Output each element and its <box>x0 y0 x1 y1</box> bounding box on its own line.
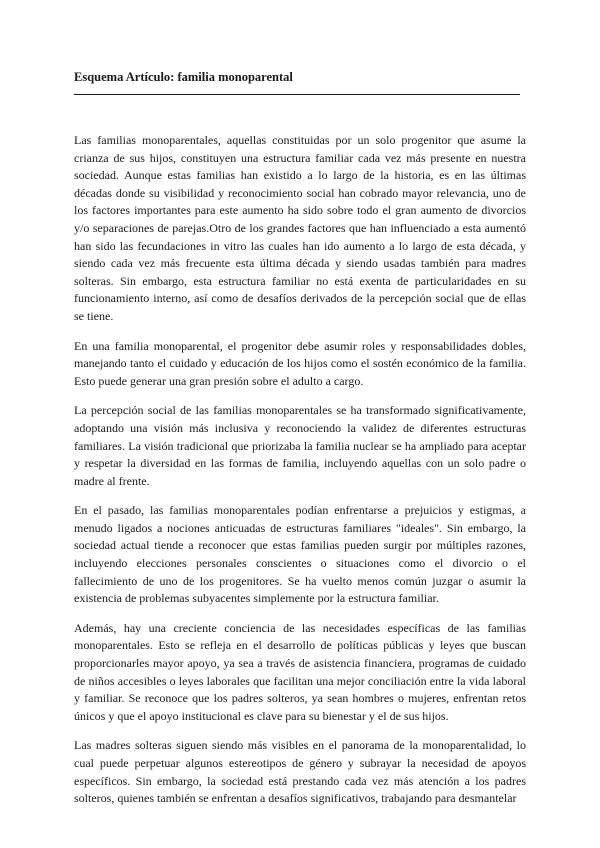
paragraph-politicas-publicas: Además, hay una creciente conciencia de las necesidades específicas de las familias monoparentales. Esto se refleja en el desarrollo de políticas públicas y leyes que buscan proporcionarles mayor apoyo, ya sea a través de asistencia financiera, programas de cuidado de niños accesibles o leyes laborales que facilitan una mejor conciliación entre la vida laboral y familiar. Se reconoce que los padres solteros, ya sean hombres o mujeres, enfrentan retos únicos y que el apoyo institucional es clave para su bienestar y el de sus hijos. <box>74 620 526 723</box>
paragraph-roles-dobles: En una familia monoparental, el progenitor debe asumir roles y responsabilidades dobles, manejando tanto el cuidado y educación de los hijos como el sostén económico de la familia. Esto puede generar una gran presión sobre el adulto a cargo. <box>74 338 526 388</box>
paragraph-prejuicios: En el pasado, las familias monoparentales podían enfrentarse a prejuicios y estigmas, a menudo ligados a nociones anticuadas de estructuras familiares "ideales". Sin embargo, la sociedad actual tiende a reconocer que estas familias pueden surgir por múltiples razones, incluyendo elecciones personales conscientes o situaciones como el divorcio o el fallecimiento de uno de los progenitores. Se ha vuelto menos común juzgar o asumir la existencia de problemas subyacentes simplemente por la estructura familiar. <box>74 503 526 606</box>
paragraph-madres-solteras: Las madres solteras siguen siendo más visibles en el panorama de la monoparentalidad, lo cual puede perpetuar algunos estereotipos de género y subrayar la necesidad de apoyos específicos. Sin embargo, la sociedad está prestando cada vez más atención a los padres solteros, quienes también se enfrentan a desafíos significativos, trabajando para desmantelar <box>74 738 526 806</box>
title-underline <box>74 94 520 95</box>
paragraph-introduccion: Las familias monoparentales, aquellas constituidas por un solo progenitor que asume la crianza de sus hijos, constituyen una estructura familiar cada vez más presente en nuestra sociedad. Aunque estas familias han existido a lo largo de la historia, es en las últimas décadas donde su visibilidad y reconocimiento social han cobrado mayor relevancia, uno de los factores importantes para este aumento ha sido sobre todo el gran aumento de divorcios y/o separaciones de parejas.Otro de los grandes factores que han influenciado a esta aumentó han sido las fecundaciones in vitro las cuales han ido aumento a lo largo de esta década, y siendo cada vez más frecuente esta última década y siendo usadas también para madres solteras. Sin embargo, esta estructura familiar no está exenta de particularidades en su funcionamiento interno, así como de desafíos derivados de la percepción social que de ellas se tiene. <box>74 133 526 323</box>
document-title: Esquema Artículo: familia monoparental <box>74 70 293 84</box>
paragraph-percepcion-social: La percepción social de las familias monoparentales se ha transformado significativamente, adoptando una visión más inclusiva y reconociendo la validez de diferentes estructuras familiares. La visión tradicional que priorizaba la familia nuclear se ha ampliado para aceptar y respetar la diversidad en las formas de familia, incluyendo aquellas con un solo padre o madre al frente. <box>74 403 526 488</box>
document-body <box>74 132 526 820</box>
